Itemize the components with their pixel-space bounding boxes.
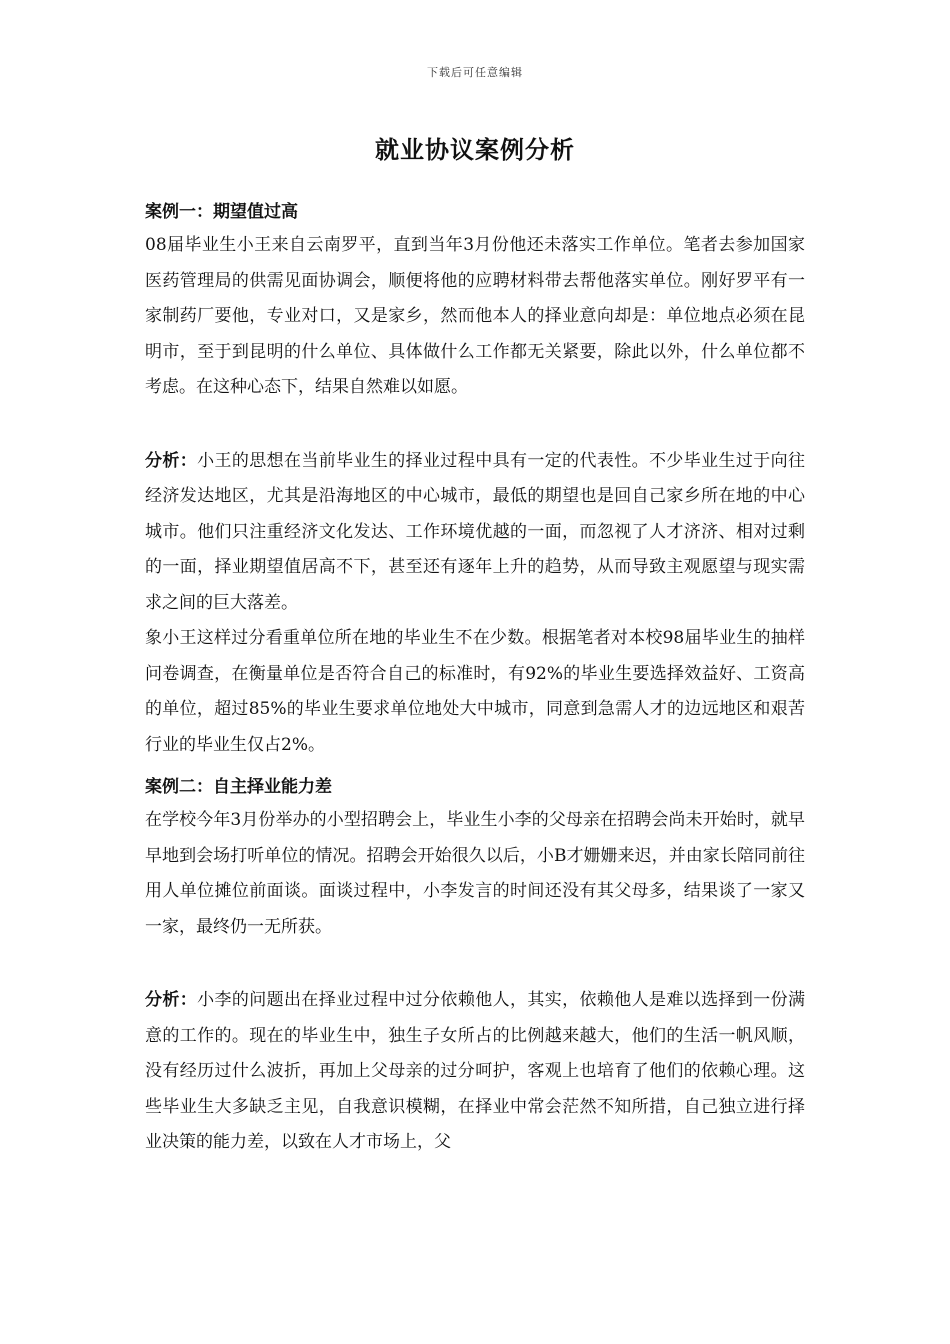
- case2-analysis: [145, 983, 805, 1161]
- case2-heading: 案例二：自主择业能力差: [145, 777, 332, 797]
- case1-analysis-label: 分析：: [145, 450, 198, 471]
- case2-analysis-text: 小李的问题出在择业过程中过分依赖他人，其实，依赖他人是难以选择到一份满意的工作的。现在的毕业生中，独生子女所占的比例越来越大，他们的生活一帆风顺，没有经历过什么波折，再加上父母亲的过分呵护，客观上也培育了他们的依赖心理。这些毕业生大多缺乏主见，自我意识模糊，在择业中常会茫然不知所措，自己独立进行择业决策的能力差，以致在人才市场上，父: [145, 990, 806, 1152]
- document-title: 就业协议案例分析: [375, 135, 575, 164]
- document-body: [145, 196, 805, 1161]
- case1-paragraph: 08届毕业生小王来自云南罗平，直到当年3月份他还未落实工作单位。笔者去参加国家医药管理局的供需见面协调会，顺便将他的应聘材料带去帮他落实单位。刚好罗平有一家制药厂要他，专业对口，又是家乡，然而他本人的择业意向却是：单位地点必须在昆明市，至于到昆明的什么单位、具体做什么工作都无关紧要，除此以外，什么单位都不考虑。在这种心态下，结果自然难以如愿。: [145, 235, 805, 397]
- case1-analysis: [145, 444, 805, 622]
- case2-analysis-label: 分析：: [145, 990, 198, 1010]
- spacer: [145, 406, 805, 444]
- case2-paragraph: 在学校今年3月份举办的小型招聘会上，毕业生小李的父母亲在招聘会尚未开始时，就早早地到会场打听单位的情况。招聘会开始很久以后，小B才姗姗来迟，并由家长陪同前往用人单位摊位前面谈。面谈过程中，小李发言的时间还没有其父母多，结果谈了一家又一家，最终仍一无所获。: [145, 810, 805, 937]
- header-note: 下载后可任意编辑: [427, 66, 523, 79]
- case1-extra-paragraph: 象小王这样过分看重单位所在地的毕业生不在少数。根据笔者对本校98届毕业生的抽样问卷调查，在衡量单位是否符合自己的标准时，有92%的毕业生要选择效益好、工资高的单位，超过85%的毕业生要求单位地处大中城市，同意到急需人才的边远地区和艰苦行业的毕业生仅占2%。: [145, 628, 805, 755]
- spacer: [145, 763, 805, 771]
- case1-analysis-text: 小王的思想在当前毕业生的择业过程中具有一定的代表性。不少毕业生过于向往经济发达地区，尤其是沿海地区的中心城市，最低的期望也是回自己家乡所在地的中心城市。他们只注重经济文化发达、工作环境优越的一面，而忽视了人才济济、相对过剩的一面，择业期望值居高不下，甚至还有逐年上升的趋势，从而导致主观愿望与现实需求之间的巨大落差。: [145, 450, 806, 613]
- spacer: [145, 945, 805, 983]
- case1-heading: 案例一：期望值过高: [145, 202, 298, 222]
